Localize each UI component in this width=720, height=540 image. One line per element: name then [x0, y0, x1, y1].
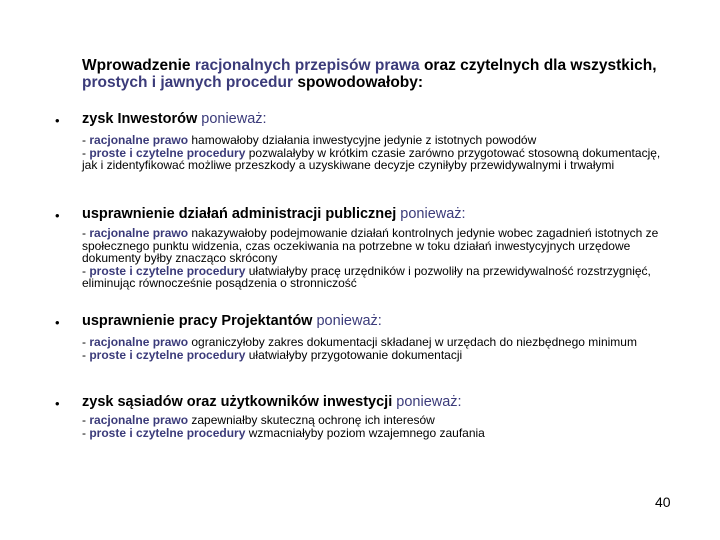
body-line: - proste i czytelne procedury wzmacniałyby poziom wzajemnego zaufania — [82, 425, 485, 440]
slide-title: Wprowadzenie racjonalnych przepisów prawa oraz czytelnych dla wszystkich, prostych i jawnych procedur spowodowałoby: — [82, 57, 657, 91]
section-body-neighbors — [82, 414, 667, 439]
body-line: - racjonalne prawo hamowałoby działania inwestycyjne jedynie z istotnych powodów — [82, 133, 537, 147]
body-line: - proste i czytelne procedury pozwalałyby w krótkim czasie zarówno przygotować stosowną dokumentację, jak i zidentyfikować możliwe przeszkody a uzyskiwane decyzje czyniłyby przewidywalnymi i trwałymi — [82, 145, 661, 172]
section-heading-investors: zysk Inwestorów ponieważ: — [82, 111, 267, 127]
body-line: - proste i czytelne procedury ułatwiałyby pracę urzędników i pozwoliły na przewidywalność rozstrzygnięć, eliminując równocześnie posądzenia o stronniczość — [82, 263, 651, 290]
section-body-administration — [82, 227, 667, 290]
bullet-marker: • — [55, 113, 60, 128]
body-line: - racjonalne prawo ograniczyłoby zakres dokumentacji składanej w urzędach do niezbędnego minimum — [82, 335, 637, 349]
section-body-designers — [82, 336, 667, 361]
bullet-marker: • — [55, 396, 60, 411]
body-line: - racjonalne prawo nakazywałoby podejmowanie działań kontrolnych jedynie wobec zagadnień istotnych ze społecznego punktu widzenia, czas oczekiwania na potrzebne w toku działań inwestycyjnych urzędowe dokumenty byłby znacząco skrócony — [82, 226, 659, 265]
section-heading-designers: usprawnienie pracy Projektantów ponieważ: — [82, 313, 382, 329]
section-heading-neighbors: zysk sąsiadów oraz użytkowników inwestycji ponieważ: — [82, 394, 462, 410]
body-line: - proste i czytelne procedury ułatwiałyby przygotowanie dokumentacji — [82, 347, 463, 362]
section-body-investors — [82, 134, 667, 172]
bullet-marker: • — [55, 208, 60, 223]
body-line: - racjonalne prawo zapewniałby skuteczną ochronę ich interesów — [82, 413, 435, 427]
section-heading-administration: usprawnienie działań administracji publicznej ponieważ: — [82, 206, 466, 222]
bullet-marker: • — [55, 315, 60, 330]
page-number: 40 — [655, 494, 671, 510]
